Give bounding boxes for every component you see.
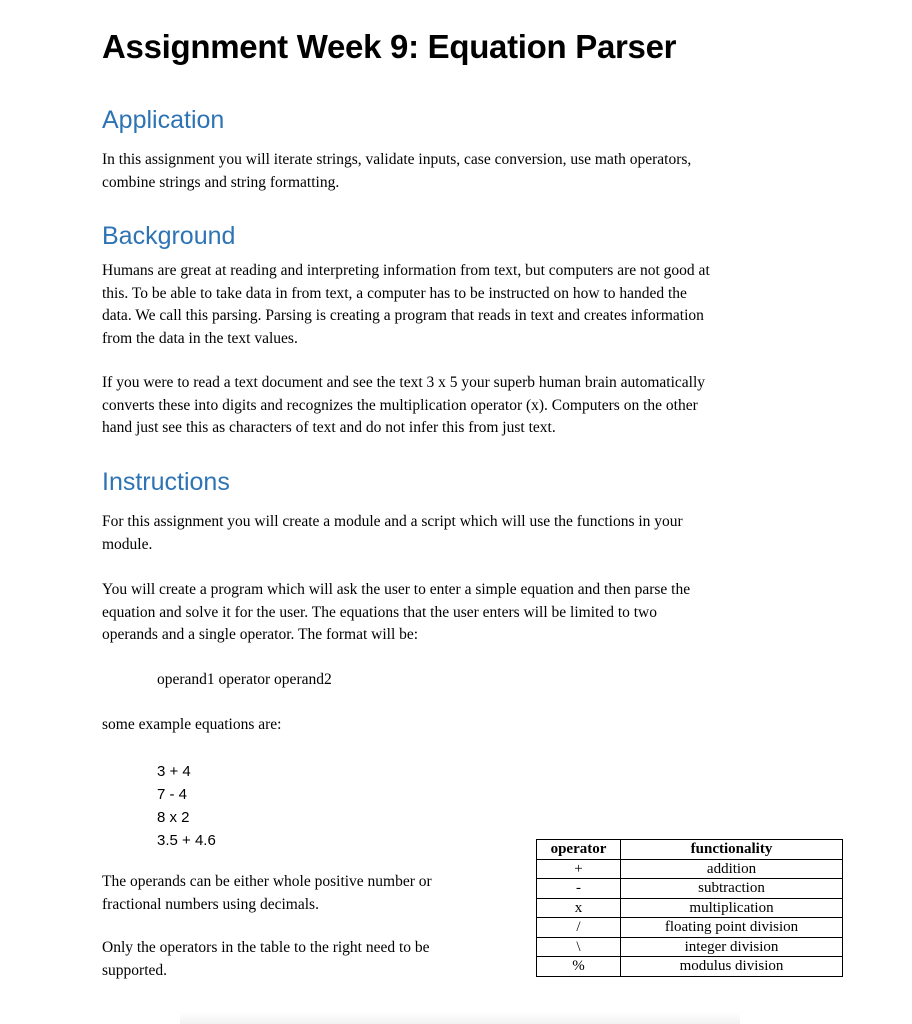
table-row <box>537 918 843 938</box>
header-operator: operator <box>537 840 621 860</box>
operator-cell: / <box>537 918 621 938</box>
operator-cell: + <box>537 859 621 879</box>
operator-cell: \ <box>537 937 621 957</box>
table-row <box>537 898 843 918</box>
document-title: Assignment Week 9: Equation Parser <box>102 28 677 65</box>
functionality-cell: addition <box>621 859 843 879</box>
operators-paragraph: Only the operators in the table to the right need to be supported. <box>102 939 430 979</box>
operator-cell: - <box>537 879 621 899</box>
heading-instructions: Instructions <box>102 468 230 496</box>
application-paragraph: In this assignment you will iterate strings, validate inputs, case conversion, use math operators, combine strings and string formatting. <box>102 151 692 191</box>
equation-format: operand1 operator operand2 <box>157 671 332 688</box>
functionality-cell: multiplication <box>621 898 843 918</box>
operator-cell: % <box>537 957 621 977</box>
examples-intro: some example equations are: <box>102 716 282 733</box>
table-row <box>537 859 843 879</box>
operator-cell: x <box>537 898 621 918</box>
functionality-cell: floating point division <box>621 918 843 938</box>
example-equation: 3.5 + 4.6 <box>157 832 216 849</box>
instructions-paragraph-2: You will create a program which will ask the user to enter a simple equation and then parse the equation and solve it for the user. The equations that the user enters will be limited to two operands and a single operator. The format will be: <box>102 581 691 643</box>
operator-table <box>536 839 843 977</box>
page-bottom-edge <box>180 1012 740 1024</box>
table-row <box>537 879 843 899</box>
example-equations <box>157 760 216 852</box>
table-row <box>537 937 843 957</box>
functionality-cell: integer division <box>621 937 843 957</box>
example-equation: 8 x 2 <box>157 809 190 826</box>
example-equation: 3 + 4 <box>157 763 191 780</box>
table-row <box>537 957 843 977</box>
functionality-cell: modulus division <box>621 957 843 977</box>
example-equation: 7 - 4 <box>157 786 188 803</box>
heading-background: Background <box>102 222 236 250</box>
background-paragraph-2: If you were to read a text document and see the text 3 x 5 your superb human brain automatically converts these into digits and recognizes the multiplication operator (x). Computers on the other hand just see this as characters of text and do not infer this from just text. <box>102 374 706 436</box>
operands-paragraph: The operands can be either whole positive number or fractional numbers using decimals. <box>102 873 432 913</box>
heading-application: Application <box>102 106 225 134</box>
header-functionality: functionality <box>621 840 843 860</box>
background-paragraph-1: Humans are great at reading and interpreting information from text, but computers are not good at this. To be able to take data in from text, a computer has to be instructed on how to handed the data. We call this parsing. Parsing is creating a program that reads in text and creates information from the data in the text values. <box>102 262 710 347</box>
functionality-cell: subtraction <box>621 879 843 899</box>
table-header-row <box>537 840 843 860</box>
instructions-paragraph-1: For this assignment you will create a module and a script which will use the functions in your module. <box>102 513 683 553</box>
